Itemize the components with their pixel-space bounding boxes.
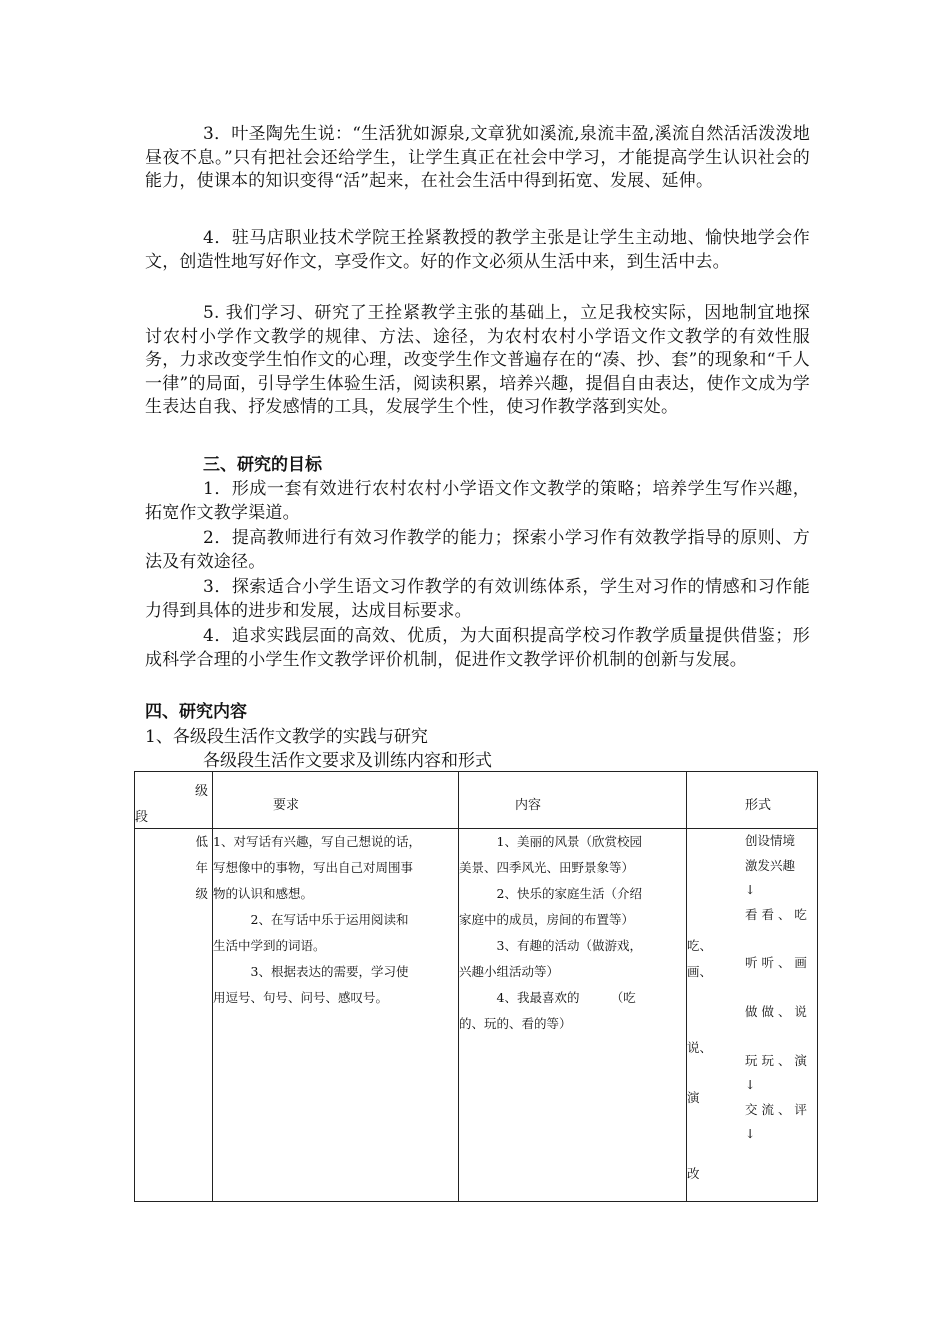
goal-item-4: 4．追求实践层面的高效、优质，为大面积提高学校习作教学质量提供借鉴；形成科学合理的小学生作文教学评价机制，促进作文教学评价机制的创新与发展。: [145, 626, 810, 670]
content-line-1: 1、美丽的风景（欣赏校园: [459, 834, 642, 849]
header-form-cell: [687, 772, 818, 829]
header-requirement-cell: [213, 772, 459, 829]
content-line-5: 3、有趣的活动（做游戏，: [459, 938, 642, 953]
req-line-5: 生活中学到的词语。: [213, 938, 326, 953]
section-4-subtitle: 1、各级段生活作文教学的实践与研究: [145, 727, 428, 747]
training-table: [134, 771, 818, 1202]
paragraph-5: 5. 我们学习、研究了王拴紧教学主张的基础上，立足我校实际，因地制宜地探讨农村小学作文教学的规律、方法、途径，为农村农村小学语文作文教学的有效性服务，力求改变学生怕作文的心理，改变学生作文普遍存在的“凑、抄、套”的现象和“千人一律”的局面，引导学生体验生活，阅读积累，培养兴趣，提倡自由表达，使作文成为学生表达自我、抒发感情的工具，发展学生个性，使习作教学落到实处。: [145, 303, 810, 418]
header-stage-label: 段: [135, 810, 149, 825]
paragraph-3: 3．叶圣陶先生说：“生活犹如源泉,文章犹如溪流,泉流丰盈,溪流自然活活泼泼地昼夜不息。”只有把社会还给学生，让学生真正在社会中学习，才能提高学生认识社会的能力，使课本的知识变得“活”起来，在社会生活中得到拓宽、发展、延伸。: [145, 124, 810, 192]
overflow-char-1: 吃、: [687, 938, 713, 953]
table-caption: 各级段生活作文要求及训练内容和形式: [203, 751, 492, 771]
content-line-2: 美景、四季风光、田野景象等）: [459, 860, 635, 875]
content-line-3: 2、快乐的家庭生活（介绍: [459, 886, 642, 901]
req-line-6: 3、根据表达的需要，学习使: [213, 964, 409, 979]
form-cell: [687, 829, 818, 1202]
requirement-cell: [213, 829, 459, 1202]
header-content: 内容: [515, 798, 542, 813]
req-line-4: 2、在写话中乐于运用阅读和: [213, 912, 409, 927]
req-line-1: 1、对写话有兴趣，写自己想说的话，: [213, 834, 421, 849]
header-requirement: 要求: [273, 798, 300, 813]
header-content-cell: [459, 772, 687, 829]
form-line-9: 交 流 、 评: [745, 1101, 807, 1117]
section-3-heading: 三、研究的目标: [203, 455, 322, 475]
content-cell: [459, 829, 687, 1202]
arrow-down-icon: ↓: [745, 1077, 756, 1093]
form-line-4: 看 看 、 吃: [745, 906, 807, 922]
form-line-5: 听 听 、 画: [745, 955, 807, 971]
content-line-6: 兴趣小组活动等）: [459, 964, 560, 979]
form-line-2: 激发兴趣: [745, 857, 796, 873]
grade-char-2: 年: [195, 860, 208, 875]
header-grade-label: 级: [194, 784, 208, 799]
goal-item-2: 2．提高教师进行有效习作教学的能力；探索小学习作有效教学指导的原则、方法及有效途径。: [145, 528, 810, 572]
form-line-1: 创设情境: [745, 833, 796, 848]
paragraph-4: 4．驻马店职业技术学院王拴紧教授的教学主张是让学生主动地、愉快地学会作文，创造性地写好作文，享受作文。好的作文必须从生活中来，到生活中去。: [145, 228, 810, 272]
table-row-low-grade: [135, 829, 818, 1202]
grade-char-3: 级: [195, 886, 208, 901]
grade-char-1: 低: [195, 834, 208, 849]
arrow-down-icon: ↓: [745, 882, 756, 898]
form-line-7: 玩 玩 、 演: [745, 1052, 807, 1068]
req-line-2: 写想像中的事物，写出自己对周围事: [213, 860, 414, 875]
overflow-char-5: 改: [687, 1166, 700, 1181]
content-line-7: 4、我最喜欢的 （吃: [459, 990, 636, 1005]
overflow-char-3: 说、: [687, 1040, 713, 1055]
req-line-7: 用逗号、句号、问号、感叹号。: [213, 990, 389, 1005]
form-line-6: 做 做 、 说: [745, 1003, 807, 1019]
overflow-char-2: 画、: [687, 964, 713, 979]
content-line-8: 的、玩的、看的等）: [459, 1016, 572, 1031]
content-line-4: 家庭中的成员，房间的布置等）: [459, 912, 635, 927]
req-line-3: 物的认识和感想。: [213, 886, 314, 901]
header-form: 形式: [745, 798, 772, 813]
section-4-heading: 四、研究内容: [145, 702, 247, 722]
arrow-down-icon: ↓: [745, 1126, 756, 1142]
header-corner-cell: [135, 772, 213, 829]
table-header-row: [135, 772, 818, 829]
goal-item-1: 1．形成一套有效进行农村农村小学语文作文教学的策略；培养学生写作兴趣，拓宽作文教学渠道。: [145, 479, 810, 523]
overflow-char-4: 演: [687, 1090, 700, 1105]
goal-item-3: 3．探索适合小学生语文习作教学的有效训练体系，学生对习作的情感和习作能力得到具体的进步和发展，达成目标要求。: [145, 577, 810, 621]
grade-cell: [135, 829, 213, 1202]
